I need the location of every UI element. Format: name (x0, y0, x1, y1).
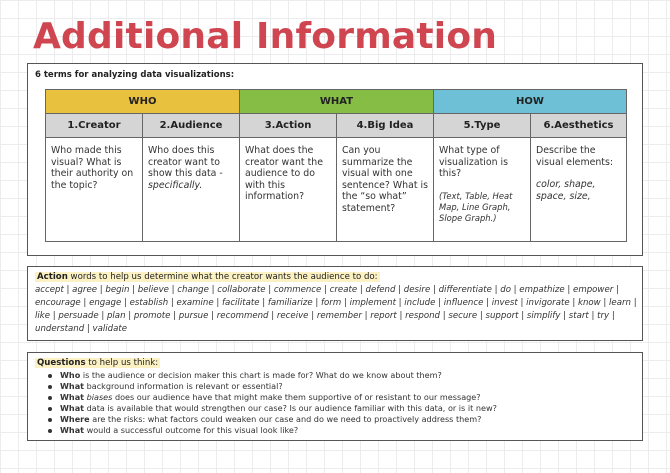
action-verbs-list: accept | agree | begin | believe | change | collaborate | commence | create | defend | desire | differentiate | do | empathize | empower | encourage | engage | establish | examine | facilitate | familiarize | form | implement | include | influence | invest | invigorate | know | learn | like | persuade | plan | promote | pursue | recommend | receive | remember | report | respond | secure | support | simplify | start | try | understand | validate (35, 285, 637, 334)
term-audience-text: Who does this creator want to show this data - (148, 145, 223, 180)
list-item (48, 403, 638, 414)
question-text: would a successful outcome for this visual look like? (84, 424, 299, 435)
action-heading-text: words to help us determine what the creator wants the audience to do: (67, 272, 378, 282)
term-creator-label: 1.Creator (46, 114, 143, 138)
question-keyword: Where (60, 413, 90, 424)
questions-panel (27, 352, 643, 441)
term-aesthetics-examples: color, shape, space, size, (536, 179, 596, 202)
questions-heading (35, 358, 160, 368)
category-how: HOW (434, 90, 627, 114)
question-keyword: What (60, 424, 85, 435)
question-text: does our audience have that might make them supportive of or resistant to our message? (112, 391, 481, 402)
category-who: WHO (46, 90, 240, 114)
question-keyword: Who (60, 370, 81, 380)
term-big-idea-label: 4.Big Idea (337, 114, 434, 138)
list-item (48, 392, 638, 403)
action-words-heading (35, 272, 380, 282)
question-keyword: What (60, 391, 85, 402)
term-action-label: 3.Action (240, 114, 337, 138)
questions-heading-text: to help us think: (85, 358, 159, 368)
terms-table (45, 89, 627, 242)
term-action-text: What does the creator want the audience to do with this information? (245, 145, 323, 203)
term-audience-desc (143, 138, 240, 242)
term-type-text: What type of visualization is this? (439, 145, 509, 180)
term-action-desc (240, 138, 337, 242)
question-keyword: What (60, 402, 85, 413)
question-emphasis: biases (84, 391, 113, 402)
list-item (48, 381, 638, 392)
questions-list (48, 370, 638, 435)
term-big-idea-desc (337, 138, 434, 242)
term-aesthetics-text: Describe the visual elements: (536, 145, 614, 168)
term-aesthetics-label: 6.Aesthetics (531, 114, 627, 138)
term-creator-text: Who made this visual? What is their authority on the topic? (51, 145, 134, 191)
question-text: data is available that would strengthen our case? Is our audience familiar with this data, or is it new? (84, 402, 497, 413)
question-text: are the risks: what factors could weaken our case and do we need to proactively address them? (89, 413, 482, 424)
list-item (48, 414, 638, 425)
term-type-examples: (Text, Table, Heat Map, Line Graph, Slope Graph.) (439, 190, 513, 223)
list-item (48, 425, 638, 436)
terms-panel (27, 63, 643, 256)
terms-heading: 6 terms for analyzing data visualizations: (35, 70, 235, 80)
term-aesthetics-desc (531, 138, 627, 242)
question-text: is the audience or decision maker this chart is made for? What do we know about them? (80, 370, 442, 380)
action-words-panel (27, 266, 643, 341)
page-title: Additional Information (33, 16, 498, 57)
question-keyword: What (60, 380, 85, 391)
term-big-idea-text: Can you summarize the visual with one sentence? What is the “so what” statement? (342, 145, 428, 214)
questions-lead: Questions (37, 358, 86, 368)
action-lead: Action (37, 272, 68, 282)
term-audience-emphasis: specifically. (148, 179, 203, 191)
category-what: WHAT (240, 90, 434, 114)
term-audience-label: 2.Audience (143, 114, 240, 138)
term-type-label: 5.Type (434, 114, 531, 138)
term-creator-desc (46, 138, 143, 242)
question-text: background information is relevant or essential? (84, 380, 283, 391)
list-item (48, 370, 638, 381)
term-type-desc (434, 138, 531, 242)
